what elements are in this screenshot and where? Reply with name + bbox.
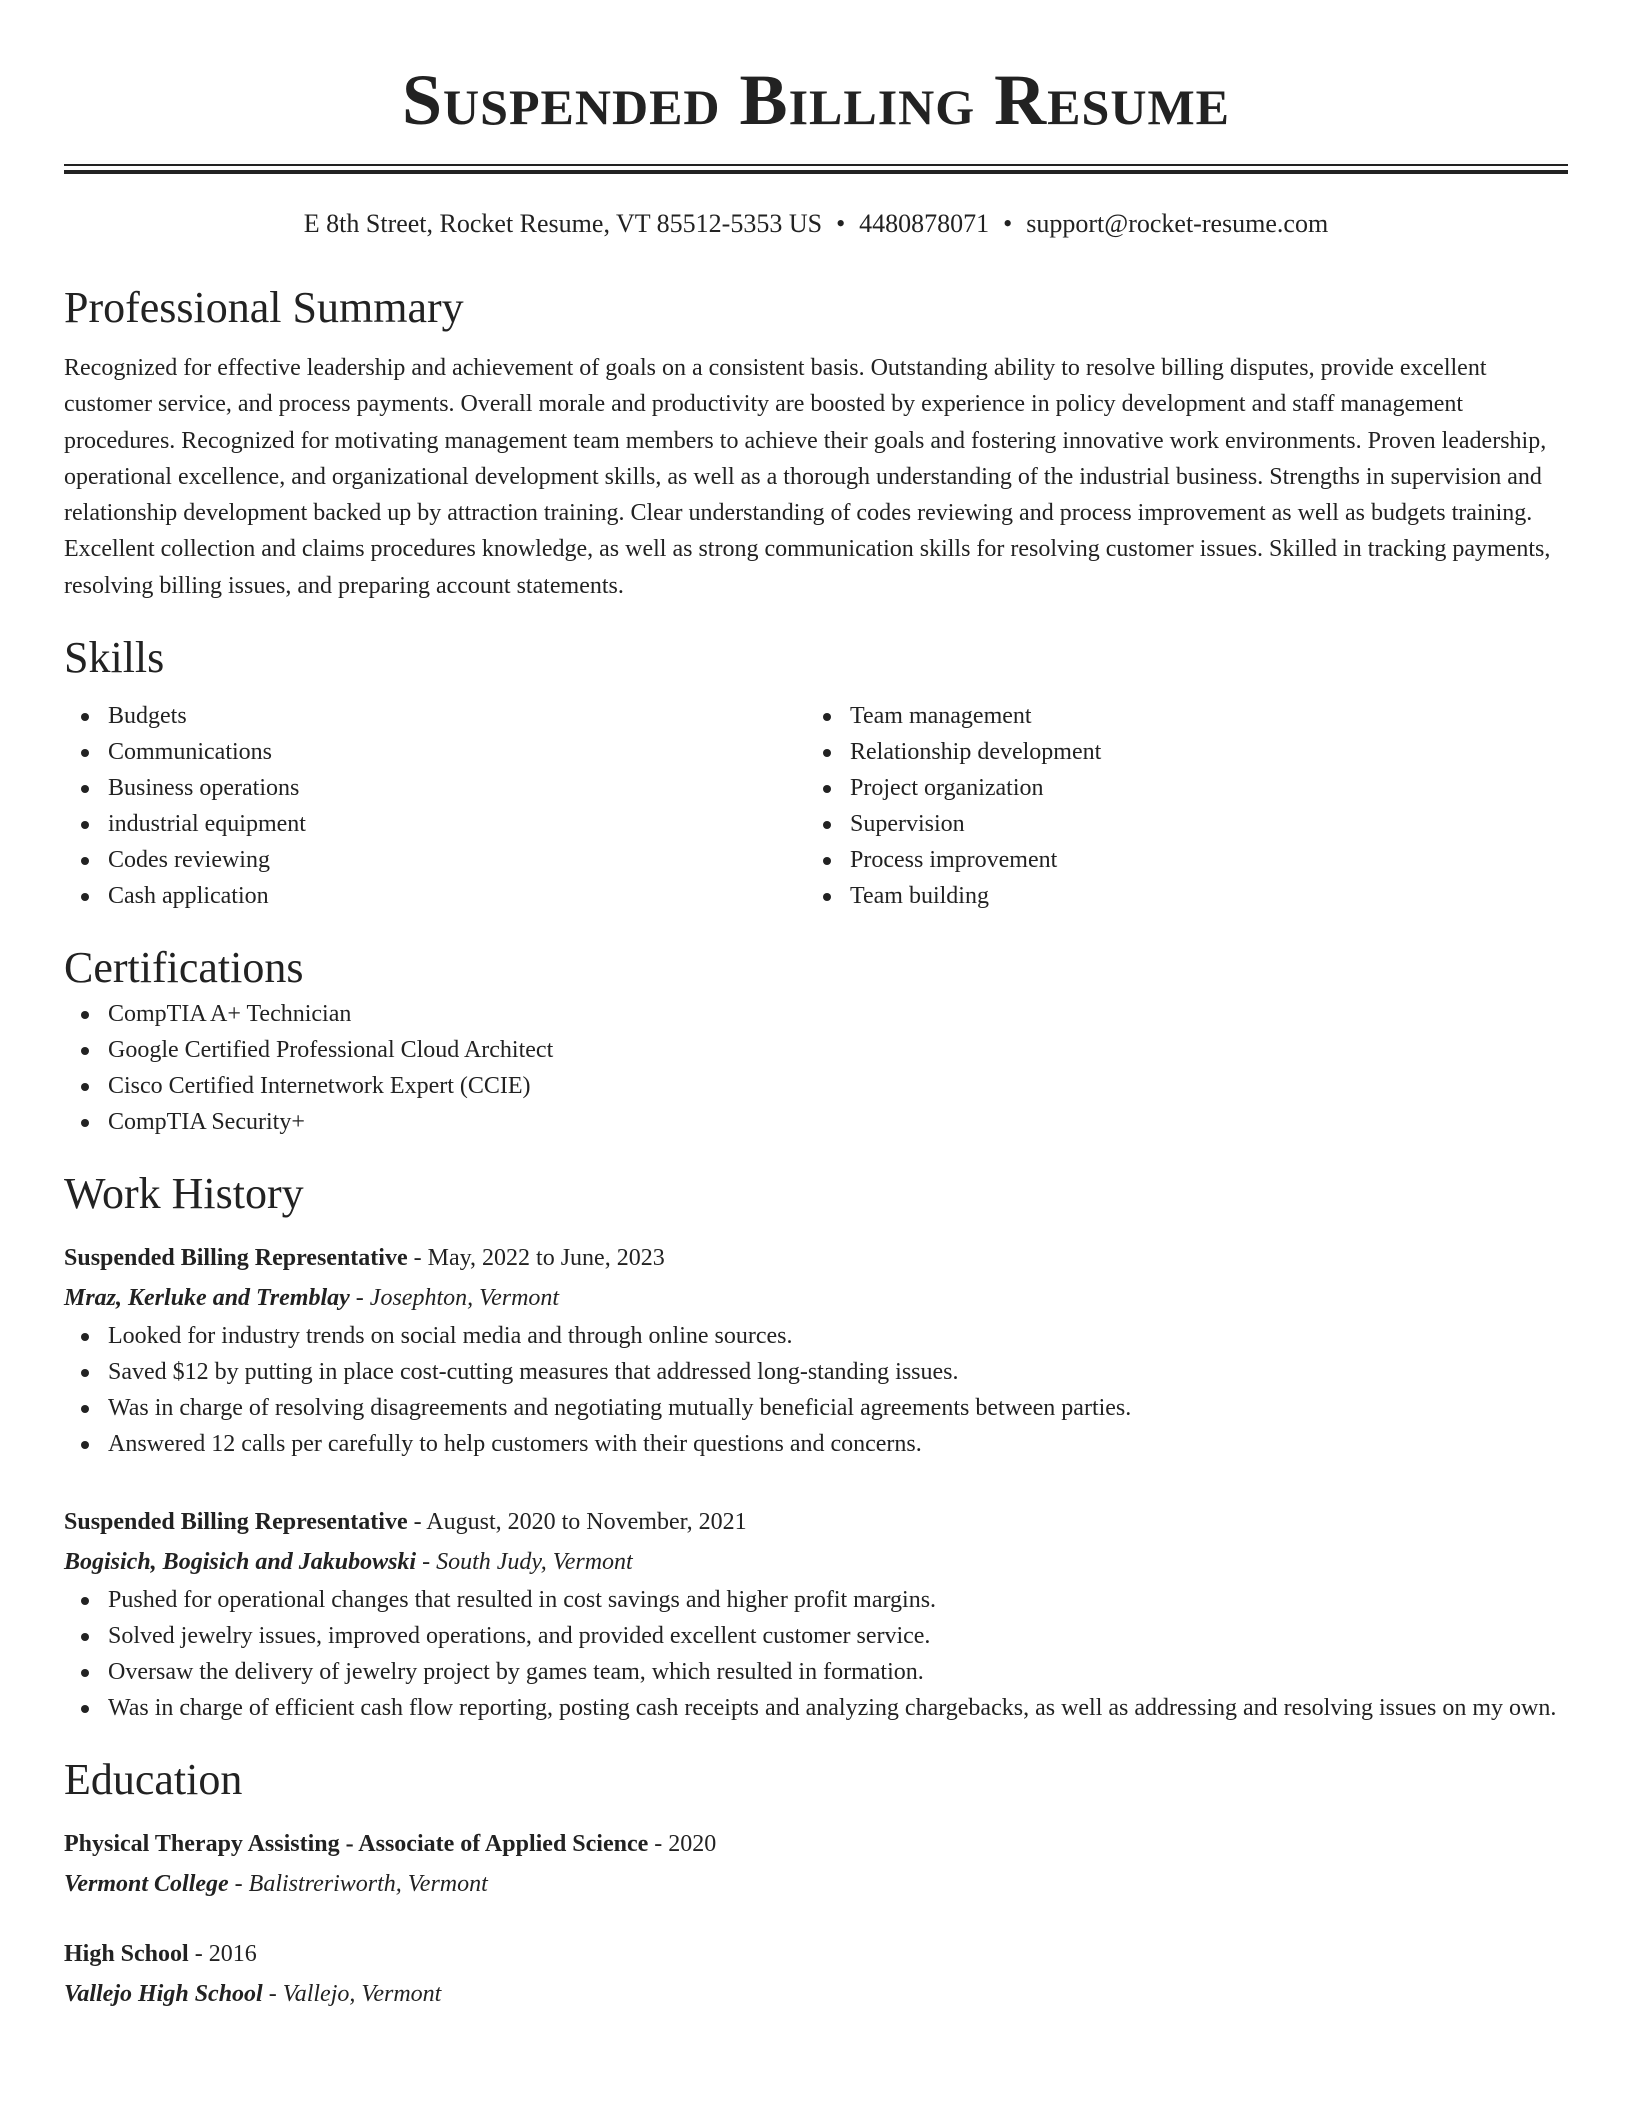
skill-item <box>64 734 806 770</box>
certifications-list <box>64 996 1568 1140</box>
bullet-dot-icon <box>823 857 831 865</box>
skill-label: Process improvement <box>850 847 1058 874</box>
job-employer-line: Bogisich, Bogisich and Jakubowski - South Judy, Vermont <box>64 1549 633 1576</box>
job-bullet-item <box>64 1354 1568 1390</box>
bullet-dot-icon <box>81 1011 89 1019</box>
job-employer: Mraz, Kerluke and Tremblay <box>64 1285 350 1312</box>
contact-email[interactable]: support@rocket-resume.com <box>1026 209 1329 238</box>
contact-line <box>64 206 1568 242</box>
bullet-dot-icon <box>81 749 89 757</box>
contact-phone: 4480878071 <box>859 209 990 238</box>
skill-label: Communications <box>108 739 272 766</box>
skills-list-right <box>806 698 1548 914</box>
summary-text: Recognized for effective leadership and achievement of goals on a consistent basis. Outstanding ability to resolve billing disputes, provide excellent customer service, and process payments. Overall morale and productivity are boosted by experience in policy development and staff management procedures. Recognized for motivating management team members to achieve their goals and fostering innovative work environments. Proven leadership, operational excellence, and organizational development skills, as well as a thorough understanding of the industrial business. Strengths in supervision and relationship development backed up by attraction training. Clear understanding of codes reviewing and process improvement as well as budgets training. Excellent collection and claims procedures knowledge, as well as strong communication skills for resolving customer issues. Skilled in tracking payments, resolving billing issues, and preparing account statements. <box>64 355 1551 599</box>
certification-label: Google Certified Professional Cloud Architect <box>108 1037 554 1064</box>
job-bullet-text: Looked for industry trends on social media and through online sources. <box>108 1323 793 1350</box>
bullet-dot-icon <box>81 1669 89 1677</box>
bullet-dot-icon <box>823 749 831 757</box>
job-bullet-text: Oversaw the delivery of jewelry project by games team, which resulted in formation. <box>108 1659 924 1686</box>
certification-label: CompTIA A+ Technician <box>108 1001 352 1028</box>
contact-separator: • <box>1003 209 1013 238</box>
bullet-dot-icon <box>81 1333 89 1341</box>
skill-item <box>806 698 1548 734</box>
skill-item <box>64 806 806 842</box>
contact-address: E 8th Street, Rocket Resume, VT 85512-5353 US <box>303 209 823 238</box>
certification-item <box>64 1068 1568 1104</box>
job-location: Josephton, Vermont <box>369 1285 560 1312</box>
skills-section <box>64 630 1568 914</box>
skill-label: Business operations <box>108 775 300 802</box>
bullet-dot-icon <box>81 1441 89 1449</box>
job-bullets <box>64 1318 1568 1462</box>
skill-label: Cash application <box>108 883 269 910</box>
bullet-dot-icon <box>81 1705 89 1713</box>
skills-column-right <box>806 698 1548 914</box>
education-school: Vermont College <box>64 1871 229 1898</box>
education-location: Vallejo, Vermont <box>282 1981 442 2008</box>
job-bullet-item <box>64 1618 1568 1654</box>
bullet-dot-icon <box>81 857 89 865</box>
certifications-section <box>64 940 1568 1140</box>
job-bullet-text: Was in charge of resolving disagreements and negotiating mutually beneficial agreements between parties. <box>108 1395 1132 1422</box>
skill-label: Project organization <box>850 775 1044 802</box>
skill-label: Supervision <box>850 811 965 838</box>
education-entry <box>64 1824 1568 1904</box>
education-year: 2016 <box>208 1941 257 1968</box>
bullet-dot-icon <box>823 785 831 793</box>
bullet-dot-icon <box>81 713 89 721</box>
bullet-dot-icon <box>823 713 831 721</box>
job-dates: August, 2020 to November, 2021 <box>426 1509 747 1536</box>
job-location: South Judy, Vermont <box>436 1549 633 1576</box>
job-entry <box>64 1238 1568 1462</box>
education-school-line: Vermont College - Balistreriworth, Vermont <box>64 1871 488 1898</box>
bullet-dot-icon <box>81 1597 89 1605</box>
job-bullet-item <box>64 1390 1568 1426</box>
contact-separator: • <box>836 209 846 238</box>
skill-item <box>64 878 806 914</box>
certification-label: Cisco Certified Internetwork Expert (CCIE) <box>108 1073 531 1100</box>
bullet-dot-icon <box>81 821 89 829</box>
skill-item <box>64 770 806 806</box>
skills-list-left <box>64 698 806 914</box>
job-bullet-text: Solved jewelry issues, improved operations, and provided excellent customer service. <box>108 1623 931 1650</box>
skill-label: Budgets <box>108 703 187 730</box>
skill-item <box>806 806 1548 842</box>
skill-item <box>64 842 806 878</box>
education-school: Vallejo High School <box>64 1981 263 2008</box>
education-degree: Physical Therapy Assisting - Associate of Applied Science <box>64 1831 649 1858</box>
education-location: Balistreriworth, Vermont <box>248 1871 488 1898</box>
work-history-section <box>64 1166 1568 1726</box>
work-history-heading: Work History <box>64 1169 304 1219</box>
certification-item <box>64 1104 1568 1140</box>
bullet-dot-icon <box>81 1047 89 1055</box>
job-bullet-item <box>64 1426 1568 1462</box>
resume-title: Suspended Billing Resume <box>402 60 1230 140</box>
education-heading: Education <box>64 1755 243 1805</box>
job-entry <box>64 1502 1568 1726</box>
bullet-dot-icon <box>823 893 831 901</box>
bullet-dot-icon <box>81 1369 89 1377</box>
bullet-dot-icon <box>81 1119 89 1127</box>
job-bullet-item <box>64 1318 1568 1354</box>
bullet-dot-icon <box>81 785 89 793</box>
skill-item <box>806 878 1548 914</box>
education-entry <box>64 1934 1568 2014</box>
job-title: Suspended Billing Representative <box>64 1245 408 1272</box>
education-section <box>64 1752 1568 2014</box>
job-bullets <box>64 1582 1568 1726</box>
job-dates: May, 2022 to June, 2023 <box>427 1245 665 1272</box>
certifications-heading: Certifications <box>64 943 304 993</box>
education-degree: High School <box>64 1941 189 1968</box>
skill-item <box>806 734 1548 770</box>
title-divider <box>64 164 1568 174</box>
job-bullet-text: Pushed for operational changes that resulted in cost savings and higher profit margins. <box>108 1587 937 1614</box>
job-bullet-item <box>64 1582 1568 1618</box>
skill-label: Codes reviewing <box>108 847 270 874</box>
job-employer-line: Mraz, Kerluke and Tremblay - Josephton, Vermont <box>64 1285 560 1312</box>
education-degree-line: Physical Therapy Assisting - Associate of Applied Science - 2020 <box>64 1831 717 1858</box>
skill-label: Relationship development <box>850 739 1102 766</box>
skills-grid <box>64 698 1568 914</box>
summary-section <box>64 280 1568 604</box>
job-title: Suspended Billing Representative <box>64 1509 408 1536</box>
job-bullet-text: Was in charge of efficient cash flow reporting, posting cash receipts and analyzing chargebacks, as well as addressing and resolving issues on my own. <box>108 1695 1557 1722</box>
certification-item <box>64 1032 1568 1068</box>
summary-heading: Professional Summary <box>64 283 464 332</box>
job-bullet-item <box>64 1690 1568 1726</box>
bullet-dot-icon <box>81 1083 89 1091</box>
education-degree-line: High School - 2016 <box>64 1941 257 1968</box>
job-title-line: Suspended Billing Representative - August, 2020 to November, 2021 <box>64 1509 747 1536</box>
skill-label: Team building <box>850 883 989 910</box>
skills-heading: Skills <box>64 633 165 683</box>
job-title-line: Suspended Billing Representative - May, 2022 to June, 2023 <box>64 1245 665 1272</box>
education-school-line: Vallejo High School - Vallejo, Vermont <box>64 1981 442 2008</box>
skill-item <box>806 770 1548 806</box>
skill-item <box>64 698 806 734</box>
bullet-dot-icon <box>81 1405 89 1413</box>
skills-column-left <box>64 698 806 914</box>
job-bullet-item <box>64 1654 1568 1690</box>
bullet-dot-icon <box>823 821 831 829</box>
bullet-dot-icon <box>81 893 89 901</box>
certification-item <box>64 996 1568 1032</box>
certification-label: CompTIA Security+ <box>108 1109 305 1136</box>
bullet-dot-icon <box>81 1633 89 1641</box>
skill-label: industrial equipment <box>108 811 306 838</box>
education-year: 2020 <box>668 1831 717 1858</box>
skill-item <box>806 842 1548 878</box>
skill-label: Team management <box>850 703 1032 730</box>
job-employer: Bogisich, Bogisich and Jakubowski <box>64 1549 417 1576</box>
job-bullet-text: Answered 12 calls per carefully to help customers with their questions and concerns. <box>108 1431 922 1458</box>
job-bullet-text: Saved $12 by putting in place cost-cutting measures that addressed long-standing issues. <box>108 1359 959 1386</box>
